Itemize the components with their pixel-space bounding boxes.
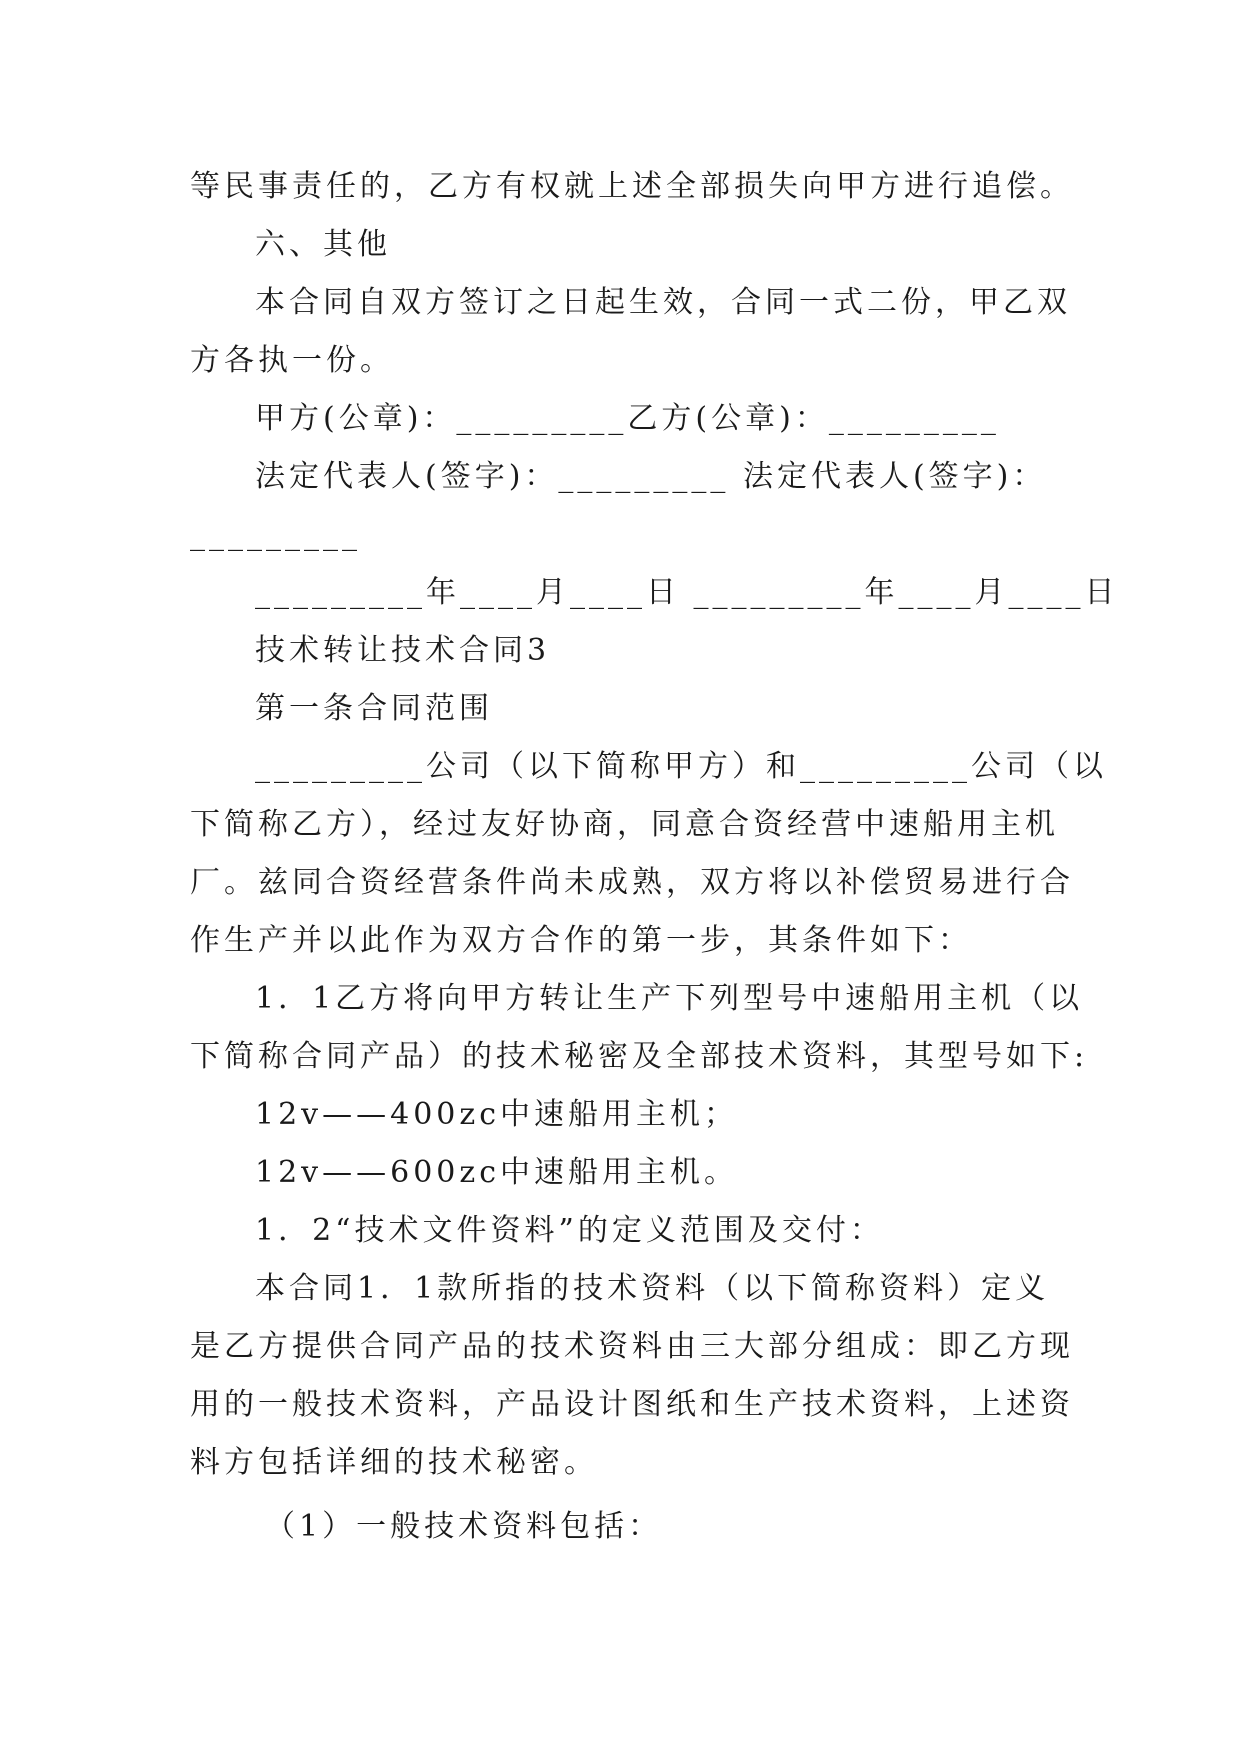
paragraph-line: 是乙方提供合同产品的技术资料由三大部分组成：即乙方现	[190, 1329, 1074, 1364]
paragraph-line: _________公司（以下简称甲方）和_________公司（以	[255, 749, 1107, 784]
contract-title: 技术转让技术合同3	[255, 633, 551, 668]
article-heading: 第一条合同范围	[255, 691, 493, 726]
paragraph-line: 本合同1．1款所指的技术资料（以下简称资料）定义	[255, 1271, 1050, 1306]
model-item: 12v——400zc中速船用主机；	[255, 1097, 738, 1132]
paragraph-line: 厂。兹同合资经营条件尚未成熟，双方将以补偿贸易进行合	[190, 865, 1074, 900]
paragraph-line: 方各执一份。	[190, 343, 394, 378]
paragraph-line: 本合同自双方签订之日起生效，合同一式二份，甲乙双	[255, 285, 1071, 320]
party-seal-line: 甲方(公章)：_________乙方(公章)：_________	[255, 401, 1000, 436]
representative-signature-line: 法定代表人(签字)：_________ 法定代表人(签字)：	[255, 459, 1047, 494]
paragraph-line: 下简称合同产品）的技术秘密及全部技术资料，其型号如下:	[190, 1039, 1089, 1074]
model-item: 12v——600zc中速船用主机。	[255, 1155, 738, 1190]
document-page	[190, 158, 1119, 1556]
paragraph-line: 料方包括详细的技术秘密。	[190, 1445, 598, 1480]
paragraph-line: 等民事责任的，乙方有权就上述全部损失向甲方进行追偿。	[190, 169, 1074, 204]
list-heading: （1）一般技术资料包括：	[265, 1509, 663, 1544]
paragraph-line: 作生产并以此作为双方合作的第一步，其条件如下：	[190, 923, 972, 958]
signature-blank: _________	[190, 517, 361, 552]
paragraph-line: 用的一般技术资料，产品设计图纸和生产技术资料，上述资	[190, 1387, 1074, 1422]
section-heading-other: 六、其他	[255, 227, 391, 262]
date-line: _________年____月____日 _________年____月____日	[255, 575, 1119, 610]
clause-line: 1．2“技术文件资料”的定义范围及交付：	[255, 1213, 884, 1248]
clause-line: 1．1乙方将向甲方转让生产下列型号中速船用主机（以	[255, 981, 1084, 1016]
paragraph-line: 下简称乙方），经过友好协商，同意合资经营中速船用主机	[190, 807, 1059, 842]
